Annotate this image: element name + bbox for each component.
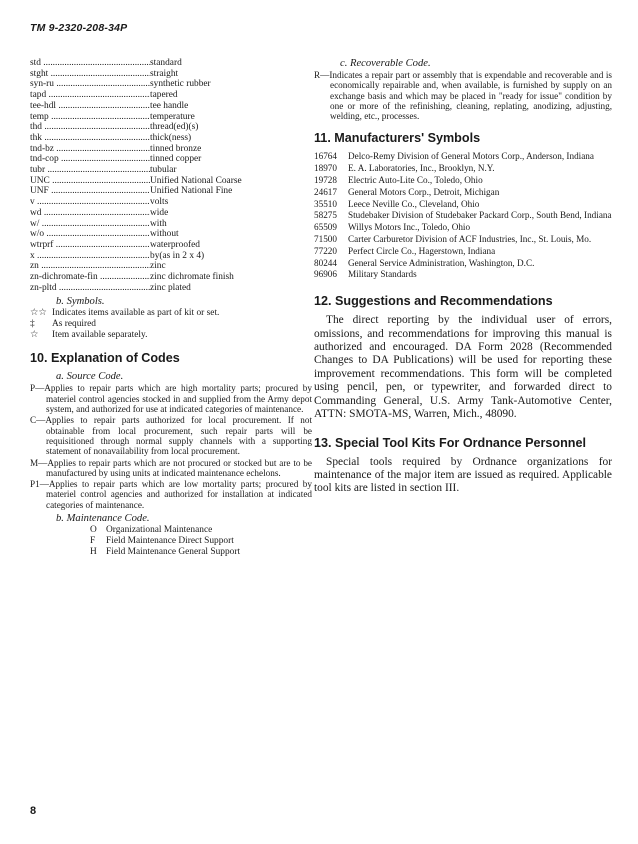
- manufacturer-row: [314, 269, 612, 280]
- abbreviation-term: w/o .....: [30, 229, 150, 240]
- manufacturer-row: [314, 234, 612, 245]
- abbreviation-row: [30, 272, 312, 283]
- double-dagger-icon: ‡: [30, 319, 35, 330]
- abbreviation-desc: thread(ed)(s): [150, 122, 199, 133]
- symbols-heading: b. Symbols.: [56, 296, 105, 308]
- manufacturer-name: Carter Carburetor Division of ACF Industries, Inc., St. Louis, Mo.: [348, 234, 592, 245]
- maintenance-code-row: [30, 525, 312, 536]
- abbreviation-term: tee-hdl .....: [30, 101, 150, 112]
- symbol-desc: As required: [52, 319, 96, 330]
- abbreviation-row: [30, 122, 312, 133]
- abbreviation-row: [30, 79, 312, 90]
- manufacturer-code: 58275: [314, 210, 337, 221]
- manufacturer-name: Leece Neville Co., Cleveland, Ohio: [348, 198, 480, 209]
- symbol-desc: Item available separately.: [52, 330, 148, 341]
- abbreviation-desc: zinc dichromate finish: [150, 272, 234, 283]
- abbreviation-row: [30, 154, 312, 165]
- abbreviation-term: wd .....: [30, 208, 150, 219]
- manufacturer-row: [314, 163, 612, 174]
- abbreviation-row: [30, 261, 312, 272]
- abbreviation-row: [30, 251, 312, 262]
- section-11-title: 11. Manufacturers' Symbols: [314, 131, 481, 146]
- abbreviation-term: zn .....: [30, 261, 150, 272]
- abbreviation-row: [30, 186, 312, 197]
- document-header: TM 9-2320-208-34P: [30, 22, 128, 34]
- abbreviation-desc: Unified National Fine: [150, 186, 233, 197]
- manufacturer-name: Delco-Remy Division of General Motors Corp., Anderson, Indiana: [348, 151, 594, 162]
- abbreviation-term: temp .....: [30, 112, 150, 123]
- suggestions-paragraph: The direct reporting by the individual user of errors, omissions, and recommendations for improving this manual is authorized and encouraged. DA Form 2028 (Recommended Changes to DA Publications) will be used for reporting these improvement recommendations. This form will be completed using pencil, pen, or typewriter, and forwarded direct to Commanding General, U.S. Army Tank-Automotive Center, ATTN: SMOTA-MS, Warren, Mich., 48090.: [314, 314, 612, 421]
- abbreviation-desc: by(as in 2 x 4): [150, 250, 205, 261]
- abbreviation-term: thd .....: [30, 122, 150, 133]
- manufacturer-name: General Service Administration, Washington, D.C.: [348, 257, 535, 268]
- abbreviation-row: [30, 176, 312, 187]
- page-number: 8: [30, 805, 37, 817]
- recoverable-code-heading: c. Recoverable Code.: [340, 58, 431, 69]
- abbreviation-row: [30, 165, 312, 176]
- maintenance-code-heading: b. Maintenance Code.: [56, 513, 150, 525]
- left-column: [30, 58, 312, 558]
- abbreviation-desc: synthetic rubber: [150, 79, 211, 90]
- manufacturer-row: [314, 222, 612, 233]
- maintenance-code-row: [30, 547, 312, 558]
- abbreviation-row: [30, 112, 312, 123]
- abbreviation-term: v .....: [30, 197, 150, 208]
- abbreviation-term: std .....: [30, 58, 150, 69]
- star-icon: ☆: [30, 330, 39, 341]
- symbol-desc: Indicates items available as part of kit or set.: [52, 308, 220, 319]
- source-code-heading: a. Source Code.: [56, 371, 124, 383]
- abbreviation-desc: thick(ness): [150, 132, 192, 143]
- section-12-title: 12. Suggestions and Recommendations: [314, 294, 553, 309]
- section-13-title: 13. Special Tool Kits For Ordnance Personnel: [314, 435, 587, 450]
- abbreviation-desc: zinc plated: [150, 282, 191, 293]
- manufacturer-code: 96906: [314, 269, 337, 280]
- manufacturer-name: Electric Auto-Lite Co., Toledo, Ohio: [348, 175, 483, 186]
- maintenance-code: F: [90, 536, 96, 547]
- abbreviation-desc: waterproofed: [150, 239, 200, 250]
- abbreviation-row: [30, 144, 312, 155]
- manufacturer-name: Perfect Circle Co., Hagerstown, Indiana: [348, 245, 496, 256]
- abbreviation-row: [30, 219, 312, 230]
- manufacturer-name: General Motors Corp., Detroit, Michigan: [348, 186, 500, 197]
- abbreviation-row: [30, 101, 312, 112]
- abbreviation-term: syn-ru .....: [30, 79, 150, 90]
- symbol-row: [30, 330, 312, 341]
- abbreviation-term: thk .....: [30, 133, 150, 144]
- abbreviation-desc: tee handle: [150, 100, 189, 111]
- manufacturer-code: 18970: [314, 163, 337, 174]
- maintenance-code: O: [90, 525, 97, 536]
- manufacturer-code: 80244: [314, 257, 337, 268]
- maintenance-desc: Organizational Maintenance: [106, 525, 213, 536]
- source-code-p1: P1—Applies to repair parts which are low mortality parts; procured by materiel control agencies and authorized for installation at indicated categories of maintenance.: [30, 479, 312, 510]
- abbreviation-term: wtrprf .....: [30, 240, 150, 251]
- abbreviation-desc: with: [150, 218, 167, 229]
- abbreviation-desc: temperature: [150, 111, 195, 122]
- abbreviation-row: [30, 229, 312, 240]
- maintenance-code-row: [30, 536, 312, 547]
- abbreviation-row: [30, 90, 312, 101]
- manufacturer-code: 19728: [314, 175, 337, 186]
- manufacturer-row: [314, 151, 612, 162]
- abbreviation-desc: Unified National Coarse: [150, 175, 242, 186]
- manufacturer-code: 71500: [314, 234, 337, 245]
- abbreviation-row: [30, 240, 312, 251]
- abbreviation-desc: wide: [150, 207, 169, 218]
- maintenance-desc: Field Maintenance Direct Support: [106, 536, 234, 547]
- manufacturer-name: Military Standards: [348, 269, 417, 280]
- abbreviation-term: x .....: [30, 251, 150, 262]
- symbol-row: [30, 319, 312, 330]
- abbreviation-row: [30, 133, 312, 144]
- abbreviation-desc: zinc: [150, 261, 166, 272]
- abbreviation-desc: standard: [150, 58, 182, 68]
- abbreviation-row: [30, 69, 312, 80]
- source-code-m: M—Applies to repair parts which are not procured or stocked but are to be manufactured by using units at indicated maintenance echelons.: [30, 457, 312, 478]
- tool-kits-paragraph: Special tools required by Ordnance organizations for maintenance of the major item are issued as required. Applicable tool kits are listed in section III.: [314, 455, 612, 495]
- manufacturer-row: [314, 210, 612, 221]
- manufacturer-name: Studebaker Division of Studebaker Packard Corp., South Bend, Indiana: [348, 210, 612, 221]
- abbreviation-term: UNC .....: [30, 176, 150, 187]
- abbreviation-term: tapd .....: [30, 90, 150, 101]
- manufacturer-row: [314, 187, 612, 198]
- abbreviation-desc: tapered: [150, 90, 178, 101]
- manufacturer-list: [314, 151, 612, 280]
- abbreviation-term: stght .....: [30, 69, 150, 80]
- manufacturer-code: 35510: [314, 198, 337, 209]
- manufacturer-row: [314, 246, 612, 257]
- source-code-p: P—Applies to repair parts which are high mortality parts; procured by materiel control agencies stocked in and supplied from the Army depot system, and authorized for use at indicated categories of maintenance.: [30, 383, 312, 415]
- maintenance-desc: Field Maintenance General Support: [106, 547, 241, 558]
- manufacturer-name: Willys Motors Inc., Toledo, Ohio: [348, 222, 471, 233]
- manufacturer-code: 65509: [314, 222, 337, 233]
- abbreviation-desc: volts: [150, 197, 169, 208]
- right-column: [314, 58, 612, 496]
- abbreviation-term: w/ .....: [30, 219, 150, 230]
- abbreviation-term: zn-dichromate-fin .....: [30, 272, 150, 283]
- abbreviation-term: zn-pltd .....: [30, 283, 150, 294]
- abbreviation-term: tnd-cop .....: [30, 154, 150, 165]
- abbreviation-desc: tinned copper: [150, 154, 202, 165]
- manufacturer-row: [314, 199, 612, 210]
- manufacturer-row: [314, 175, 612, 186]
- abbreviation-desc: tinned bronze: [150, 143, 202, 154]
- double-star-icon: ☆☆: [30, 308, 47, 319]
- abbreviation-row: [30, 197, 312, 208]
- abbreviation-desc: without: [150, 229, 179, 240]
- abbreviation-term: tubr .....: [30, 165, 150, 176]
- abbreviation-term: tnd-bz .....: [30, 144, 150, 155]
- manufacturer-code: 77220: [314, 245, 337, 256]
- abbreviation-desc: straight: [150, 68, 179, 79]
- manufacturer-code: 24617: [314, 186, 337, 197]
- abbreviation-desc: tubular: [150, 165, 177, 176]
- abbreviation-term: UNF .....: [30, 186, 150, 197]
- source-code-c: C—Applies to repair parts authorized for local procurement. If not obtainable from local procurement, such repair parts will be requisitioned through normal supply channels with a supporting statement of nonavailability from local procurement.: [30, 415, 312, 457]
- manufacturer-code: 16764: [314, 151, 337, 162]
- maintenance-code: H: [90, 547, 97, 558]
- abbreviation-row: [30, 283, 312, 294]
- symbol-row: [30, 308, 312, 319]
- section-10-title: 10. Explanation of Codes: [30, 351, 180, 366]
- manufacturer-row: [314, 258, 612, 269]
- symbols-list: [30, 308, 312, 341]
- recoverable-code-r: R—Indicates a repair part or assembly that is expendable and recoverable and is economically repairable and, when available, is furnished by supply on an exchange basis and which may be placed in "ready for issue" condition by one or more of the refinishing, cleaning, replating, anodizing, adjusting, welding, etc., processes.: [314, 70, 612, 122]
- abbreviation-row: [30, 208, 312, 219]
- abbreviation-list: [30, 58, 312, 293]
- abbreviation-row: [30, 58, 312, 69]
- manufacturer-name: E. A. Laboratories, Inc., Brooklyn, N.Y.: [348, 163, 495, 174]
